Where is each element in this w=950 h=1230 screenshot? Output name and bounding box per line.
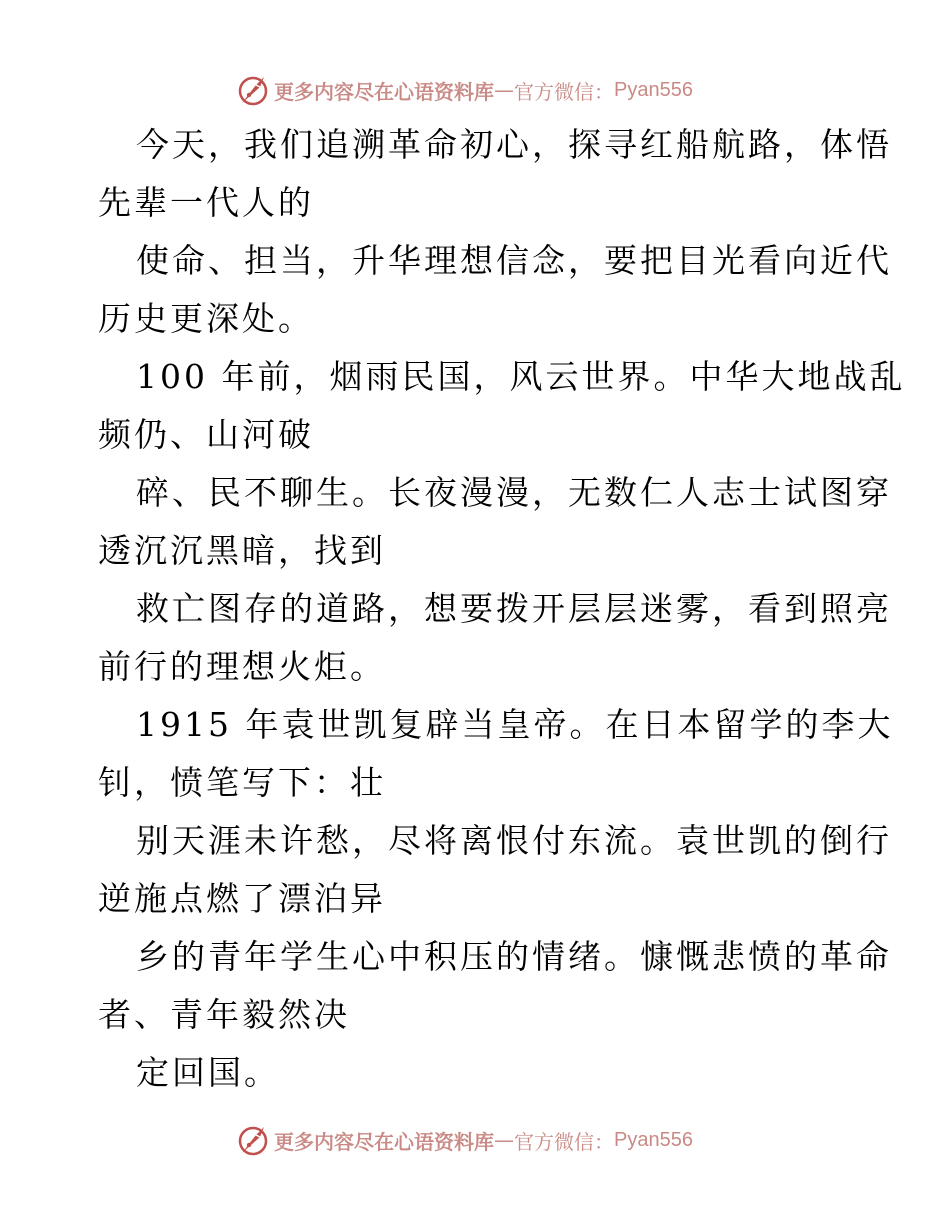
text-line: 碎、民不聊生。长夜漫漫，无数仁人志士试图穿	[136, 473, 892, 512]
banner-wechat-label: 官方微信：	[514, 1129, 614, 1154]
banner-separator: —	[494, 78, 514, 102]
text-line: 逆施点燃了漂泊异	[98, 879, 386, 918]
footer-watermark-banner	[236, 1123, 693, 1157]
text-line: 使命、担当，升华理想信念，要把目光看向近代	[136, 241, 892, 280]
text-line: 透沉沉黑暗，找到	[98, 531, 386, 570]
banner-wechat-id: Pyan556	[614, 1128, 693, 1151]
text-line: 100 年前，烟雨民国，风云世界。中华大地战乱	[136, 357, 906, 396]
banner-wechat-label: 官方微信：	[514, 79, 614, 104]
quill-pen-logo-icon	[236, 1123, 270, 1157]
text-line: 先辈一代人的	[98, 183, 314, 222]
text-line: 频仍、山河破	[98, 415, 314, 454]
banner-site-text: 更多内容尽在心语资料库	[274, 79, 494, 104]
banner-wechat-id: Pyan556	[614, 78, 693, 101]
header-watermark-banner	[236, 73, 693, 107]
quill-pen-logo-icon	[236, 73, 270, 107]
banner-separator: —	[494, 1128, 514, 1152]
text-line: 别天涯未许愁，尽将离恨付东流。袁世凯的倒行	[136, 821, 892, 860]
text-line: 1915 年袁世凯复辟当皇帝。在日本留学的李大	[136, 705, 894, 744]
text-line: 救亡图存的道路，想要拨开层层迷雾，看到照亮	[136, 589, 892, 628]
banner-site-text: 更多内容尽在心语资料库	[274, 1129, 494, 1154]
text-line: 乡的青年学生心中积压的情绪。慷慨悲愤的革命	[136, 937, 892, 976]
text-line: 前行的理想火炬。	[98, 647, 386, 686]
text-line: 者、青年毅然决	[98, 995, 350, 1034]
document-body	[98, 125, 906, 1112]
text-line: 今天，我们追溯革命初心，探寻红船航路，体悟	[136, 125, 892, 164]
text-line: 历史更深处。	[98, 299, 314, 338]
text-line: 钊，愤笔写下：壮	[98, 763, 386, 802]
text-line: 定回国。	[136, 1053, 280, 1092]
